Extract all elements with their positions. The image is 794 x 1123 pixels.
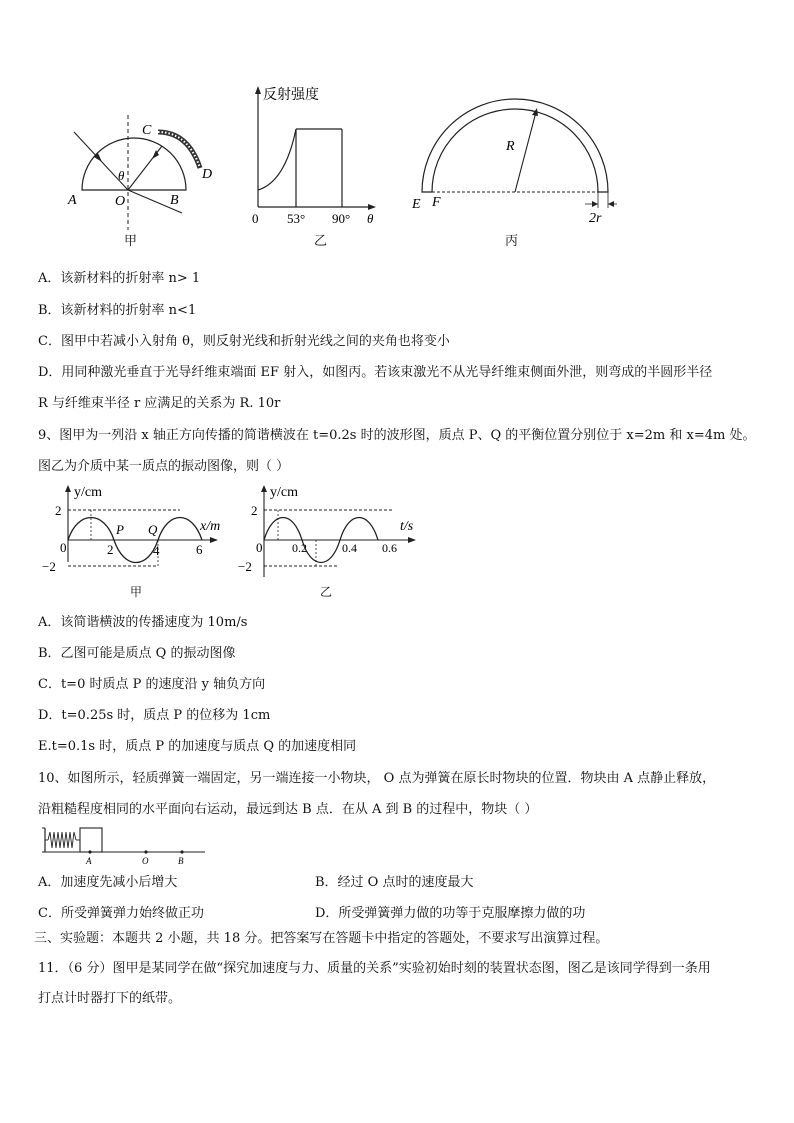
jia-xtick-6: 6 bbox=[196, 542, 203, 557]
jia-xtick-2: 2 bbox=[107, 542, 114, 557]
label-E: E bbox=[412, 197, 421, 212]
jia-point-P: P bbox=[116, 522, 124, 537]
q9-stem-line1: 9、图甲为一列沿 x 轴正方向传播的简谐横波在 t=0.2s 时的波形图，质点 P、Q 的平衡位置分别位于 x=2m 和 x=4m 处。 bbox=[38, 428, 756, 443]
yi-wave-ytick-neg2: −2 bbox=[238, 559, 252, 574]
caption-jia: 甲 bbox=[124, 234, 138, 249]
yi-wave-xlabel: t/s bbox=[400, 519, 414, 534]
q11-line1: 11．（6 分）图甲是某同学在做“探究加速度与力、质量的关系”实验初始时刻的装置状态图，图乙是该同学得到一条用 bbox=[38, 961, 711, 976]
q8-option-d-line1: D．用同种激光垂直于光导纤维束端面 EF 射入，如图丙。若该束激光不从光导纤维束侧面外泄，则弯成的半圆形半径 bbox=[38, 365, 713, 380]
jia-origin: 0 bbox=[60, 540, 67, 555]
yi-tick-0: 0 bbox=[252, 211, 259, 226]
label-A: A bbox=[68, 193, 77, 208]
q9-option-a: A．该简谐横波的传播速度为 10m/s bbox=[38, 615, 248, 630]
section-3-heading: 三、实验题：本题共 2 小题，共 18 分。把答案写在答题卡中指定的答题处，不要求写出演算过程。 bbox=[34, 931, 609, 946]
q9-caption-jia: 甲 bbox=[130, 585, 143, 599]
q9-option-e: E.t=0.1s 时，质点 P 的加速度与质点 Q 的加速度相同 bbox=[38, 739, 357, 754]
yi-wave-origin: 0 bbox=[256, 540, 263, 555]
label-2r: 2r bbox=[589, 211, 602, 226]
label-theta: θ bbox=[118, 168, 125, 183]
q11-line2: 打点计时器打下的纸带。 bbox=[38, 991, 182, 1006]
q10-option-a: A．加速度先减小后增大 bbox=[38, 875, 178, 890]
q10-option-d: D．所受弹簧弹力做的功等于克服摩擦力做的功 bbox=[315, 906, 586, 921]
label-R: R bbox=[506, 139, 515, 154]
q8-option-c: C．图甲中若减小入射角 θ，则反射光线和折射光线之间的夹角也将变小 bbox=[38, 334, 450, 349]
q10-label-A: A bbox=[86, 856, 92, 866]
q10-stem-line2: 沿粗糙程度相同的水平面向右运动，最远到达 B 点．在从 A 到 B 的过程中，物块（ ） bbox=[38, 802, 538, 817]
jia-xtick-4: 4 bbox=[153, 543, 160, 558]
jia-ytick-neg2: −2 bbox=[42, 559, 56, 574]
q9-option-b: B．乙图可能是质点 Q 的振动图像 bbox=[38, 646, 236, 661]
q10-option-b: B．经过 O 点时的速度最大 bbox=[315, 875, 474, 890]
q9-option-c: C．t=0 时质点 P 的速度沿 y 轴负方向 bbox=[38, 677, 266, 692]
q10-stem-line1: 10、如图所示，轻质弹簧一端固定，另一端连接一小物块， O 点为弹簧在原长时物块的位置．物块由 A 点静止释放， bbox=[38, 771, 716, 786]
q10-option-c: C．所受弹簧弹力始终做正功 bbox=[38, 906, 204, 921]
figure-jia-refraction bbox=[60, 110, 220, 250]
yi-wave-ylabel: y/cm bbox=[270, 485, 298, 500]
label-O: O bbox=[115, 194, 126, 209]
q10-label-B: B bbox=[178, 856, 184, 866]
yi-wave-xtick-04: 0.4 bbox=[342, 541, 357, 555]
label-C: C bbox=[142, 123, 152, 138]
yi-tick-90: 90° bbox=[332, 211, 351, 226]
q8-option-b: B．该新材料的折射率 n<1 bbox=[38, 303, 197, 318]
yi-wave-xtick-02: 0.2 bbox=[292, 541, 307, 555]
yi-wave-ytick-2: 2 bbox=[251, 503, 258, 518]
yi-wave-xtick-06: 0.6 bbox=[382, 541, 397, 555]
jia-xlabel: x/m bbox=[200, 519, 221, 534]
q10-spring-figure bbox=[40, 824, 210, 866]
caption-bing: 丙 bbox=[505, 234, 519, 249]
q9-stem-line2: 图乙为介质中某一质点的振动图像，则（ ） bbox=[38, 459, 290, 474]
q9-caption-yi: 乙 bbox=[320, 585, 333, 599]
caption-yi: 乙 bbox=[314, 234, 328, 249]
yi-tick-53: 53° bbox=[287, 211, 306, 226]
figure-bing-fiber bbox=[405, 78, 620, 228]
yi-ylabel: 反射强度 bbox=[263, 88, 319, 103]
q9-option-d: D．t=0.25s 时，质点 P 的位移为 1cm bbox=[38, 708, 271, 723]
label-F: F bbox=[432, 195, 441, 210]
label-B: B bbox=[170, 193, 179, 208]
jia-ylabel: y/cm bbox=[74, 485, 102, 500]
q9-figure-yi-vibration bbox=[238, 482, 428, 602]
q8-option-d-line2: R 与纤维束半径 r 应满足的关系为 R. 10r bbox=[38, 396, 281, 411]
jia-point-Q: Q bbox=[148, 522, 158, 537]
q8-option-a: A．该新材料的折射率 n> 1 bbox=[38, 271, 201, 286]
q10-label-O: O bbox=[142, 856, 149, 866]
label-D: D bbox=[202, 167, 213, 182]
jia-ytick-2: 2 bbox=[55, 503, 62, 518]
yi-tick-theta: θ bbox=[367, 211, 374, 226]
figure-yi-reflection bbox=[245, 82, 385, 232]
